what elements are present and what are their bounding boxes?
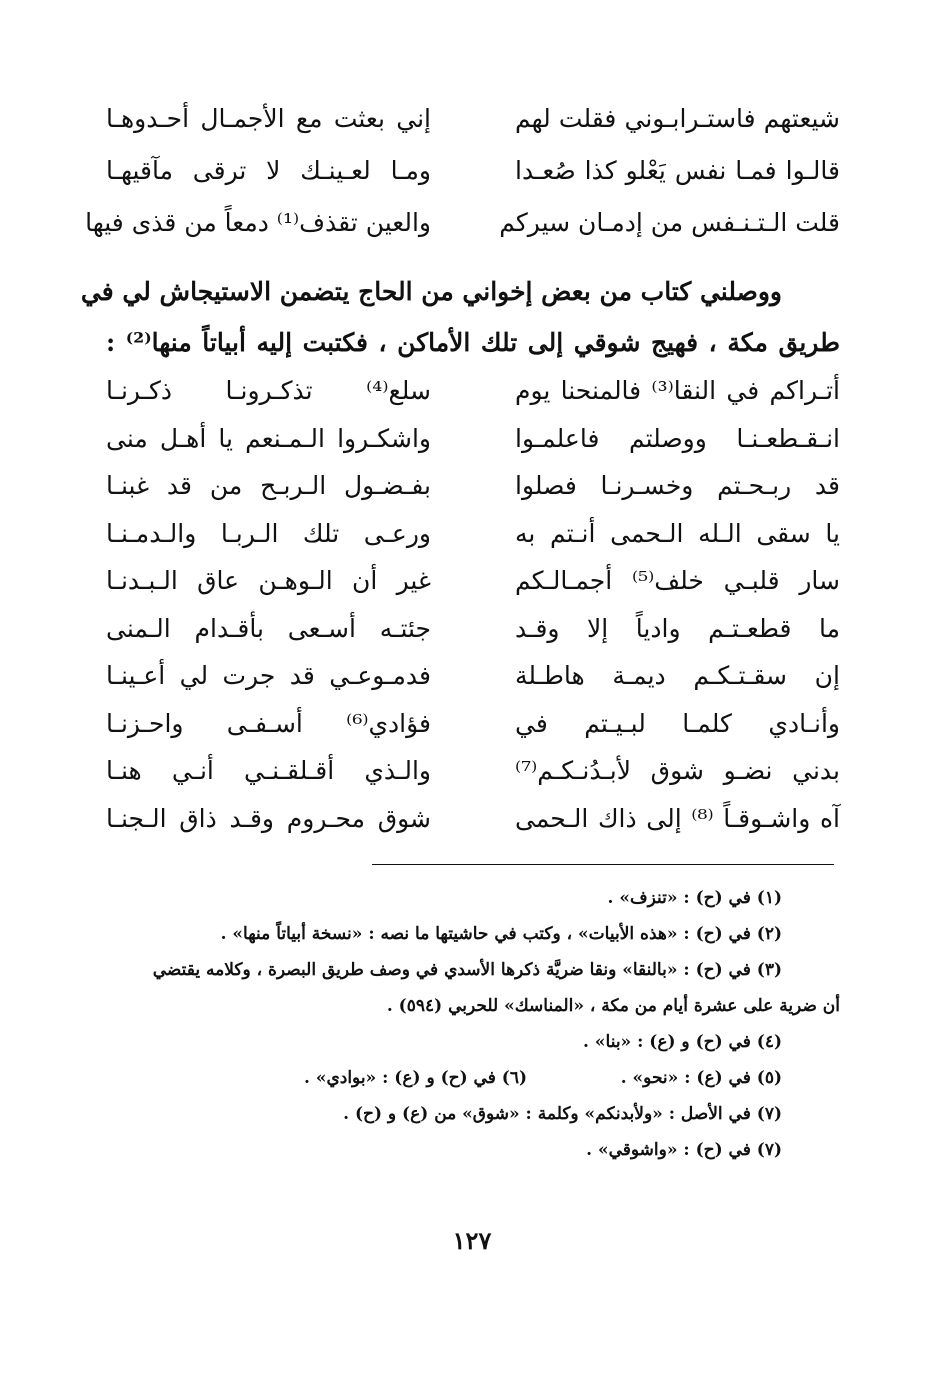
verse-line — [106, 156, 840, 208]
verse-line — [106, 424, 840, 472]
first-hemistich: آه واشـوقـاً ⁽⁸⁾ إلى ذاك الـحمى — [515, 803, 840, 833]
verse-line — [106, 104, 840, 156]
verse-line — [106, 661, 840, 709]
verse-line — [106, 756, 840, 804]
first-hemistich: شيعتهم فاستـرابـوني فقلت لهم — [515, 104, 840, 133]
second-hemistich: ورعـى تلك الـربـا والـدمـنـا — [106, 518, 431, 548]
footnote: (٧) في (ح) : «واشوقي» . — [586, 1140, 782, 1160]
first-hemistich: قد ربـحـتم وخسـرنـا فصلوا — [515, 471, 840, 500]
footnote: (١) في (ح) : «تنزف» . — [607, 888, 782, 908]
second-hemistich: ومـا لعـينـك لا ترقى مآقيهـا — [106, 156, 431, 185]
second-hemistich: غير أن الـوهـن عاق الـبـدنـا — [106, 566, 431, 595]
verse-line — [85, 208, 840, 260]
verse-line — [106, 376, 840, 424]
first-hemistich: وأنـادي كلمـا لبـيـتم في — [515, 708, 840, 738]
verse-line — [106, 614, 840, 662]
second-hemistich: والعين تقذف⁽¹⁾ دمعاً من قذى فيها — [85, 208, 431, 237]
poem-top — [85, 104, 840, 260]
footnotes — [106, 880, 840, 1168]
verse-line — [106, 471, 840, 519]
second-hemistich: سلع⁽⁴⁾ تذكـرونـا ذكـرنـا — [106, 376, 431, 405]
second-hemistich: فدمـوعـي قد جرت لي أعـينـا — [106, 661, 431, 690]
second-hemistich: بفـضـول الـربـح من قد غبنـا — [106, 471, 431, 500]
first-hemistich: قالـوا فمـا نفس يَعْلو كذا صُعـدا — [515, 156, 840, 185]
prose-paragraph — [80, 266, 840, 368]
second-hemistich: شوق محـروم وقـد ذاق الـجنـا — [106, 803, 431, 833]
footnote: (٦) في (ح) و (ع) : «بوادي» . — [303, 1068, 527, 1088]
second-hemistich: فؤادي⁽⁶⁾ أسـفـى واحـزنـا — [106, 708, 431, 738]
first-hemistich: ما قطعـتـم وادياً إلا وقـد — [515, 613, 840, 643]
verse-line — [106, 804, 840, 852]
first-hemistich: قلت الـتـنـفس من إدمـان سيركم — [499, 208, 840, 237]
second-hemistich: إني بعثت مع الأجمـال أحـدوهـا — [106, 104, 431, 133]
first-hemistich: أتـراكم في النقا⁽³⁾ فالمنحنا يوم — [515, 376, 840, 405]
page-number: ١٢٧ — [452, 1226, 492, 1255]
prose-line: طريق مكة ، فهيج شوقي إلى تلك الأماكن ، فكتبت إليه أبياتاً منها⁽²⁾ : — [106, 328, 840, 357]
poem-main — [106, 376, 840, 851]
footnote-continuation: أن ضرية على عشرة أيام من مكة ، «المناسك» للحربي (٥٩٤) . — [386, 996, 840, 1016]
first-hemistich: انـقـطعـنـا ووصلتم فاعلمـوا — [515, 423, 840, 453]
footnote-separator — [372, 864, 834, 865]
first-hemistich: يا سقى الـله الـحمى أنـتم به — [515, 518, 840, 548]
first-hemistich: سار قلبـي خلف⁽⁵⁾ أجمـالـكم — [515, 566, 840, 595]
prose-line: ووصلني كتاب من بعض إخواني من الحاج يتضمن الاستيجاش لي في — [80, 277, 782, 306]
verse-line — [106, 519, 840, 567]
second-hemistich: جئتـه أسـعى بأقـدام الـمنى — [106, 613, 431, 643]
second-hemistich: والـذي أقـلقـنـي أنـي هنـا — [106, 756, 431, 785]
footnote-pair — [106, 1060, 840, 1096]
second-hemistich: واشكـروا الـمـنعم يا أهـل منى — [106, 423, 431, 453]
footnote: (٧) في الأصل : «ولأبدنكم» وكلمة : «شوق» من (ع) و (ح) . — [343, 1104, 782, 1124]
footnote: (٣) في (ح) : «بالنقا» ونقا ضريَّة ذكرها الأسدي في وصف طريق البصرة ، وكلامه يقتضي — [152, 960, 782, 980]
footnote: (٥) في (ع) : «نحو» . — [620, 1068, 782, 1088]
verse-line — [106, 709, 840, 757]
first-hemistich: إن سقـتـكـم ديمـة هاطـلة — [515, 661, 840, 690]
verse-line — [106, 566, 840, 614]
first-hemistich: بدني نضـو شوق لأبـدُنـكـم⁽⁷⁾ — [515, 756, 840, 785]
footnote: (٤) في (ح) و (ع) : «بنا» . — [583, 1032, 782, 1052]
footnote: (٢) في (ح) : «هذه الأبيات» ، وكتب في حاشيتها ما نصه : «نسخة أبياتاً منها» . — [220, 924, 782, 944]
